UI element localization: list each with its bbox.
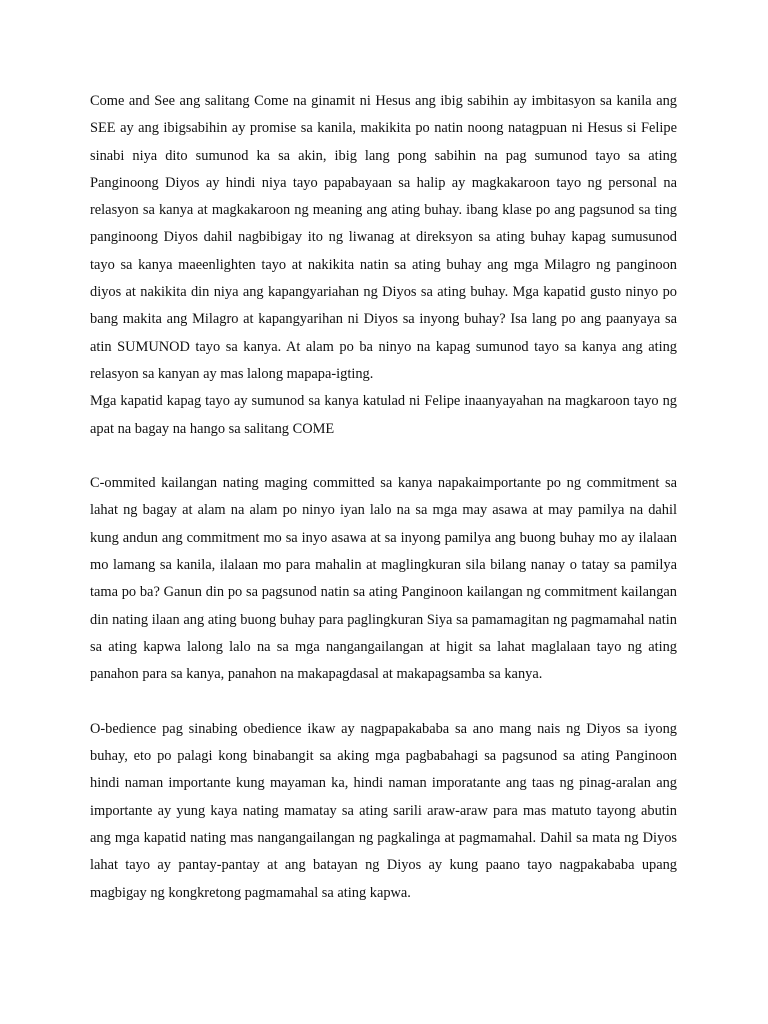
paragraph-spacer [90, 689, 677, 716]
paragraph-committed: C-ommited kailangan nating maging committed sa kanya napakaimportante po ng commitment sa lahat ng bagay at alam na alam po ninyo iyan lalo na sa mga may asawa at may pamilya na dahil kung andun ang commitment mo sa inyo asawa at sa inyong pamilya ang buong buhay mo ay ilalaan mo lamang sa kanila, ilalaan mo para mahalin at maglingkuran sila bilang nanay o tatay sa pamilya tama po ba? Ganun din po sa pagsunod natin sa ating Panginoon kailangan ng commitment kailangan din nating ilaan ang ating buong buhay para paglingkuran Siya sa pamamagitan ng pagmamahal natin sa ating kapwa lalong lalo na sa mga nangangailangan at higit sa lahat maglalaan tayo ng ating panahon para sa kanya, panahon na makapagdasal at makapagsamba sa kanya. [90, 475, 677, 683]
paragraph-come-and-see: Come and See ang salitang Come na ginamit ni Hesus ang ibig sabihin ay imbitasyon sa kanila ang SEE ay ang ibigsabihin ay promise sa kanila, makikita po natin noong natagpuan ni Hesus si Felipe sinabi niya dito sumunod ka sa akin, ibig lang pong sabihin na pag sumunod tayo sa ating Panginoong Diyos ay hindi niya tayo papabayaan sa halip ay magkakaroon tayo ng personal na relasyon sa kanya at magkakaroon ng meaning ang ating buhay. ibang klase po ang pagsunod sa ting panginoong Diyos dahil nagbibigay ito ng liwanag at direksyon sa ating buhay kapag sumusunod tayo sa kanya maeenlighten tayo at nakikita natin sa ating buhay ang mga Milagro ng panginoon diyos at nakikita din niya ang kapangyariahan ng Diyos sa ating buhay. Mga kapatid gusto ninyo po bang makita ang Milagro at kapangyarihan ni Diyos sa inyong buhay? Isa lang po ang paanyaya sa atin SUMUNOD tayo sa kanya. At alam po ba ninyo na kapag sumunod tayo sa kanya ang ating relasyon sa kanyan ay mas lalong mapapa-igting. [90, 93, 677, 382]
paragraph-spacer [90, 443, 677, 470]
document-body [90, 88, 677, 907]
paragraph-felipe-come: Mga kapatid kapag tayo ay sumunod sa kanya katulad ni Felipe inaanyayahan na magkaroon tayo ng apat na bagay na hango sa salitang COME [90, 393, 677, 437]
paragraph-obedience: O-bedience pag sinabing obedience ikaw ay nagpapakababa sa ano mang nais ng Diyos sa iyong buhay, eto po palagi kong binabangit sa aking mga pagbabahagi sa pagsunod sa ating Panginoon hindi naman importante kung mayaman ka, hindi naman imporatante ang taas ng pinag-aralan ang importante ay yung kaya nating mamatay sa ating sarili araw-araw para mas matuto tayong abutin ang mga kapatid nating mas nangangailangan ng pagkalinga at pagmamahal. Dahil sa mata ng Diyos lahat tayo ay pantay-pantay at ang batayan ng Diyos ay kung paano tayo nagpakababa upang magbigay ng kongkretong pagmamahal sa ating kapwa. [90, 720, 677, 901]
